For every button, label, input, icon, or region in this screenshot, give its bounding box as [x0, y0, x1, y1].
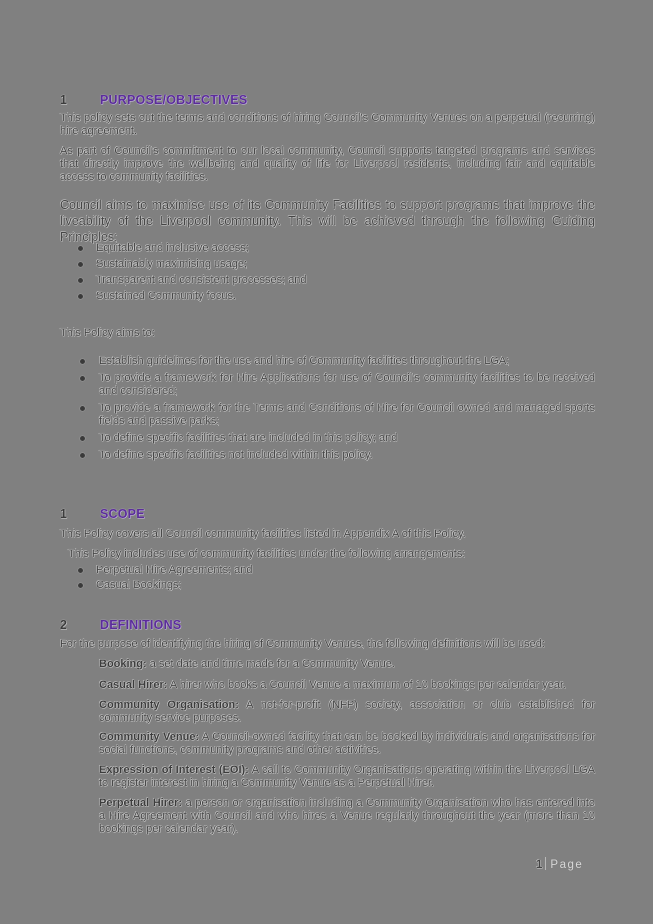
definition-eoi [99, 764, 595, 790]
purpose-paragraph-2: As part of Council's commitment to our local community, Council supports targeted programs and services that directly improve the wellbeing and quality of life for Liverpool residents, including fair and equitable access to community facilities. [60, 145, 595, 183]
section-title: DEFINITIONS [100, 618, 182, 632]
section-heading-definitions [60, 618, 360, 633]
list-item [78, 432, 595, 445]
page-footer [536, 857, 583, 872]
guiding-principles-list [76, 242, 556, 306]
list-item [78, 402, 595, 428]
definition-community-venue [99, 731, 595, 757]
section-title: PURPOSE/OBJECTIVES [100, 93, 248, 107]
bullet-icon [80, 406, 85, 411]
footer-divider [545, 857, 546, 870]
list-item-text: To define specific facilities not included within this policy. [99, 449, 373, 461]
scope-paragraph-1: This Policy covers all Council community facilities listed in Appendix A of this Policy. [60, 528, 466, 540]
scope-paragraph-2: This Policy includes use of community facilities under the following arrangements: [68, 548, 466, 560]
bullet-icon [78, 583, 83, 588]
definition-term: Expression of Interest (EOI): [99, 764, 249, 776]
list-item-text: To provide a framework for Hire Applications for use of Council's community facilities to be received and considered; [99, 372, 595, 397]
list-item [76, 258, 556, 274]
section-heading-purpose [60, 93, 460, 108]
list-item-text: Sustained Community focus. [96, 290, 237, 302]
page-label: Page [550, 859, 584, 871]
bullet-icon [78, 262, 83, 267]
definition-term: Perpetual Hirer: [99, 797, 183, 809]
section-number: 2 [60, 618, 67, 632]
bullet-icon [78, 246, 83, 251]
list-item-text: To provide a framework for the Terms and Conditions of Hire for Council owned and managed sports fields and passive parks; [99, 402, 595, 427]
bullet-icon [80, 436, 85, 441]
definition-perpetual-hirer [99, 797, 595, 836]
policy-aims-intro: This Policy aims to: [60, 327, 155, 339]
bullet-icon [78, 294, 83, 299]
definition-text: A not-for-profit (NFP) society, association or club established for community service purposes. [99, 699, 595, 724]
definition-term: Community Organisation: [99, 699, 239, 711]
list-item [76, 274, 556, 290]
list-item-text: Equitable and inclusive access; [96, 242, 249, 254]
definition-term: Booking: [99, 658, 147, 670]
definition-booking [99, 658, 595, 671]
definition-community-organisation [99, 699, 595, 725]
definition-term: Casual Hirer: [99, 679, 168, 691]
arrangements-list [76, 564, 556, 594]
list-item [76, 579, 556, 594]
definition-text: A call to Community Organisations operating within the Liverpool LGA to register interest in hiring a Community Venue as a Perpetual Hirer. [99, 764, 595, 789]
definition-casual-hirer [99, 679, 595, 692]
list-item [78, 355, 595, 368]
policy-aims-list [78, 355, 595, 466]
list-item-text: Sustainably maximising usage; [96, 258, 248, 270]
page-number: 1 [536, 859, 543, 871]
bullet-icon [80, 453, 85, 458]
list-item [78, 372, 595, 398]
purpose-paragraph-1: This policy sets out the terms and conditions of hiring Council's Community Venues on a perpetual (recurring) hire agreement. [60, 112, 595, 137]
bullet-icon [80, 359, 85, 364]
bullet-icon [78, 568, 83, 573]
bullet-icon [78, 278, 83, 283]
list-item-text: Casual Bookings; [96, 579, 182, 591]
section-number: 1 [60, 507, 67, 521]
definition-term: Community Venue: [99, 731, 200, 743]
list-item [78, 449, 595, 462]
section-title: SCOPE [100, 507, 145, 521]
list-item-text: Establish guidelines for the use and hire of Community facilities throughout the LGA; [99, 355, 510, 367]
definition-text: A Council-owned facility that can be booked by individuals and organisations for social functions, community programs and other activities. [99, 731, 595, 756]
definition-text: a person or organisation including a Community Organisation who has entered into a Hire Agreement with Council and who hires a Venue regularly throughout the year (more than 10 bookings per calendar year). [99, 797, 596, 835]
list-item-text: To define specific facilities that are included in this policy; and [99, 432, 398, 444]
section-heading-scope [60, 507, 360, 522]
definition-text: a set date and time made for a Community Venue. [146, 658, 395, 670]
definitions-intro: For the purpose of identifying the hiring of Community Venues, the following definitions will be used: [60, 638, 545, 650]
list-item [76, 564, 556, 579]
list-item-text: Transparent and consistent processes; and [96, 274, 307, 286]
bullet-icon [80, 376, 85, 381]
definition-text: A hirer who books a Council Venue a maximum of 10 bookings per calendar year. [167, 679, 567, 691]
list-item-text: Perpetual Hire Agreements; and [96, 564, 253, 576]
aims-paragraph: Council aims to maximise use of its Community Facilities to support programs that improve the liveability of the Liverpool community. This will be achieved through the following Guiding Principles: [60, 198, 595, 244]
list-item [76, 290, 556, 306]
list-item [76, 242, 556, 258]
section-number: 1 [60, 93, 67, 107]
